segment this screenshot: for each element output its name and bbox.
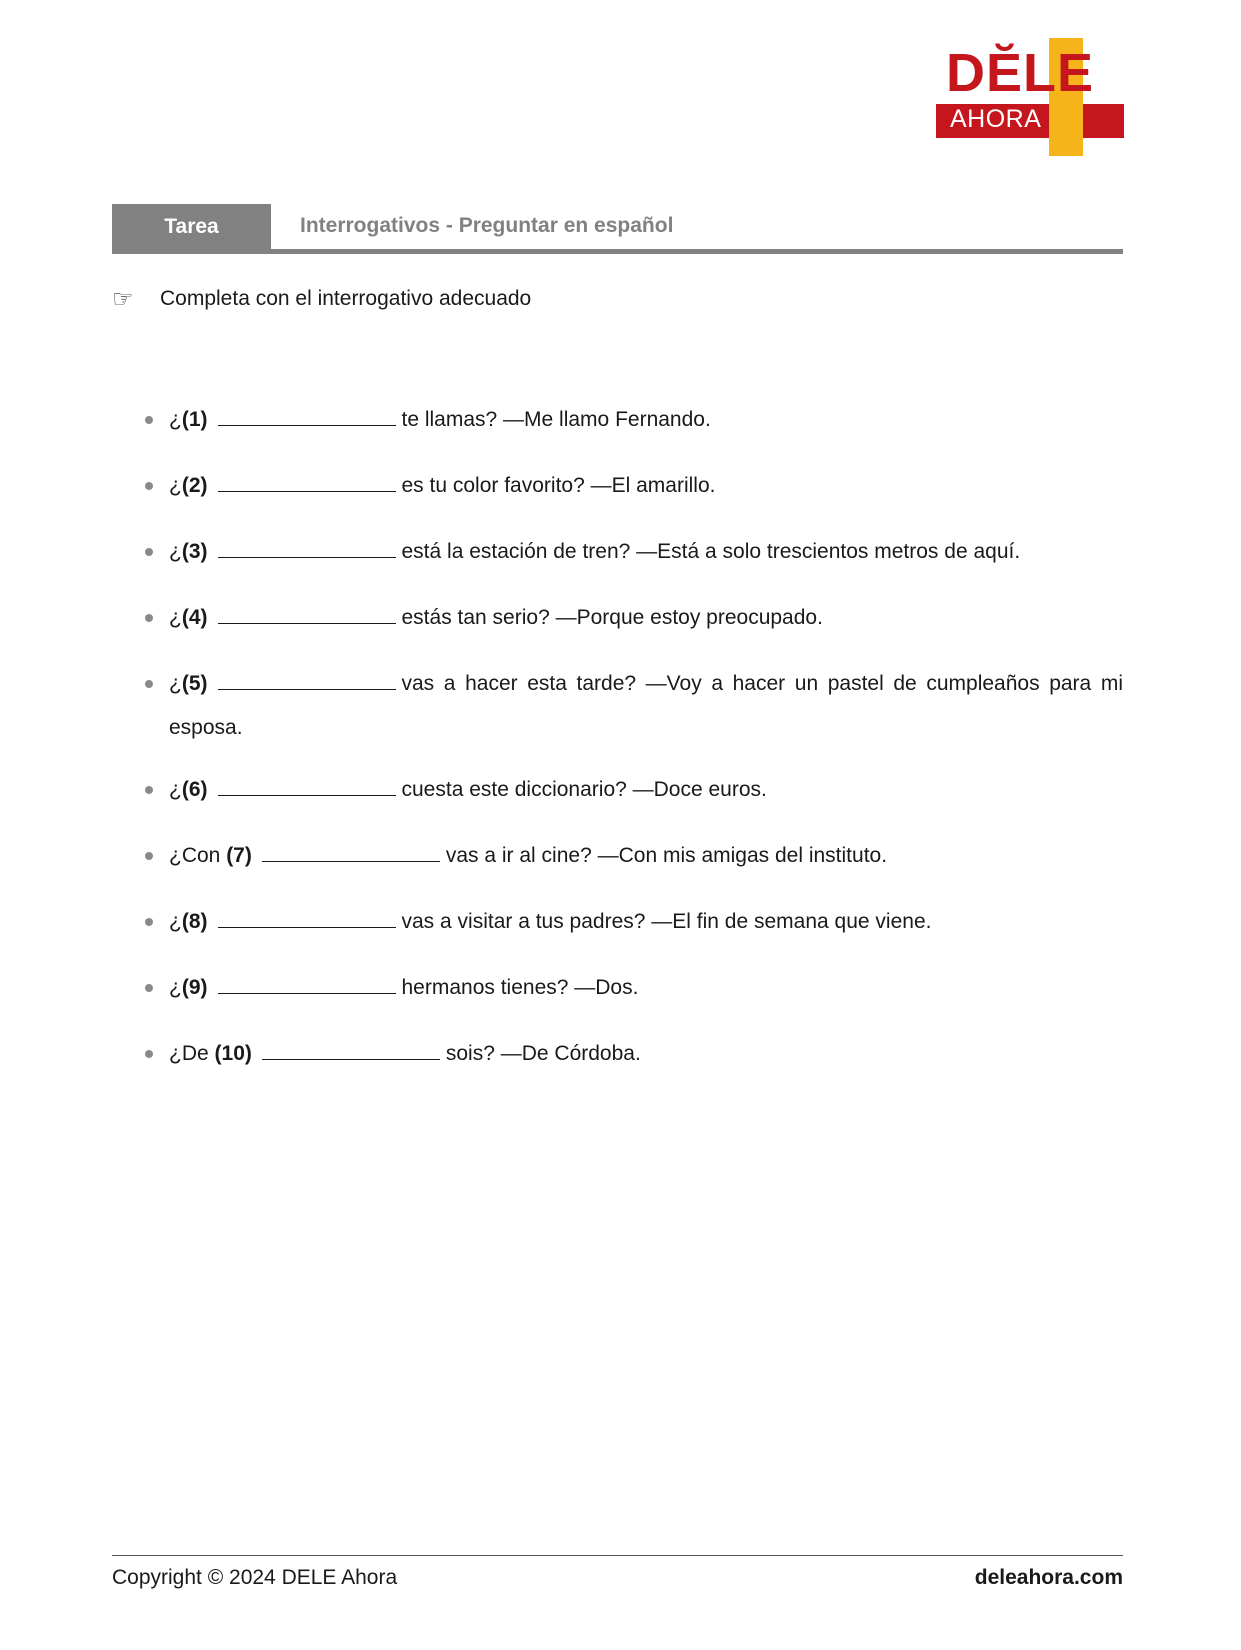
- answer-blank[interactable]: [218, 775, 396, 796]
- exercise-prefix: ¿De: [169, 1042, 215, 1065]
- exercise-number: (7): [226, 844, 252, 867]
- footer-site-link[interactable]: deleahora.com: [974, 1566, 1123, 1589]
- bullet: [145, 1050, 153, 1058]
- exercise-prefix: ¿: [169, 474, 182, 497]
- tarea-tab: Tarea: [112, 204, 271, 249]
- exercise-number: (10): [214, 1042, 252, 1065]
- exercise-item: [145, 900, 1123, 944]
- bullet: [145, 680, 153, 688]
- footer-copyright: Copyright © 2024 DELE Ahora: [112, 1566, 398, 1589]
- bullet: [145, 614, 153, 622]
- exercise-list: [145, 398, 1123, 1098]
- instruction: [112, 285, 531, 313]
- answer-blank[interactable]: [218, 405, 396, 426]
- exercise-prefix: ¿Con: [169, 844, 227, 867]
- bullet: [145, 416, 153, 424]
- exercise-item: [145, 596, 1123, 640]
- exercise-number: (1): [181, 408, 208, 431]
- exercise-item: [145, 834, 1123, 878]
- exercise-item: [145, 464, 1123, 508]
- footer-rule: [112, 1555, 1123, 1556]
- exercise-prefix: ¿: [169, 606, 182, 629]
- logo-dele-text: DĔLE: [946, 43, 1095, 103]
- exercise-text: es tu color favorito? —El amarillo.: [401, 474, 716, 497]
- bullet: [145, 918, 153, 926]
- bullet: [145, 548, 153, 556]
- exercise-number: (5): [181, 672, 208, 695]
- exercise-prefix: ¿: [169, 408, 182, 431]
- exercise-text: vas a ir al cine? —Con mis amigas del instituto.: [445, 844, 888, 867]
- header-rule: [112, 249, 1123, 254]
- bullet: [145, 786, 153, 794]
- exercise-text: vas a hacer esta tarde? —Voy a hacer un pastel de cumpleaños para mi esposa.: [169, 672, 1123, 739]
- exercise-item: [145, 768, 1123, 812]
- answer-blank[interactable]: [262, 1039, 440, 1060]
- exercise-prefix: ¿: [169, 910, 182, 933]
- answer-blank[interactable]: [218, 907, 396, 928]
- exercise-number: (9): [181, 976, 208, 999]
- task-title: Interrogativos - Preguntar en español: [300, 214, 674, 237]
- dele-ahora-logo: [936, 38, 1124, 156]
- answer-blank[interactable]: [218, 471, 396, 492]
- exercise-text: vas a visitar a tus padres? —El fin de semana que viene.: [401, 910, 932, 933]
- exercise-item: [145, 530, 1123, 574]
- exercise-item: [145, 966, 1123, 1010]
- pointing-hand-icon: ☞: [112, 285, 134, 313]
- exercise-text: estás tan serio? —Porque estoy preocupado.: [401, 606, 823, 629]
- bullet: [145, 482, 153, 490]
- instruction-text: Completa con el interrogativo adecuado: [160, 287, 532, 310]
- answer-blank[interactable]: [262, 841, 440, 862]
- answer-blank[interactable]: [218, 537, 396, 558]
- exercise-text: sois? —De Córdoba.: [445, 1042, 641, 1065]
- exercise-text: te llamas? —Me llamo Fernando.: [401, 408, 711, 431]
- exercise-item: [145, 662, 1123, 750]
- task-header: [112, 204, 1123, 254]
- exercise-item: [145, 1032, 1123, 1076]
- exercise-text: cuesta este diccionario? —Doce euros.: [401, 778, 767, 801]
- exercise-number: (4): [181, 606, 208, 629]
- exercise-number: (2): [181, 474, 208, 497]
- exercise-number: (8): [181, 910, 208, 933]
- exercise-prefix: ¿: [169, 672, 182, 695]
- bullet: [145, 852, 153, 860]
- exercise-item: [145, 398, 1123, 442]
- exercise-number: (6): [181, 778, 208, 801]
- exercise-prefix: ¿: [169, 976, 182, 999]
- answer-blank[interactable]: [218, 669, 396, 690]
- exercise-number: (3): [181, 540, 208, 563]
- exercise-prefix: ¿: [169, 778, 182, 801]
- bullet: [145, 984, 153, 992]
- answer-blank[interactable]: [218, 973, 396, 994]
- exercise-prefix: ¿: [169, 540, 182, 563]
- exercise-text: está la estación de tren? —Está a solo trescientos metros de aquí.: [401, 540, 1021, 563]
- answer-blank[interactable]: [218, 603, 396, 624]
- exercise-text: hermanos tienes? —Dos.: [401, 976, 639, 999]
- logo-ahora-text: AHORA: [950, 105, 1042, 133]
